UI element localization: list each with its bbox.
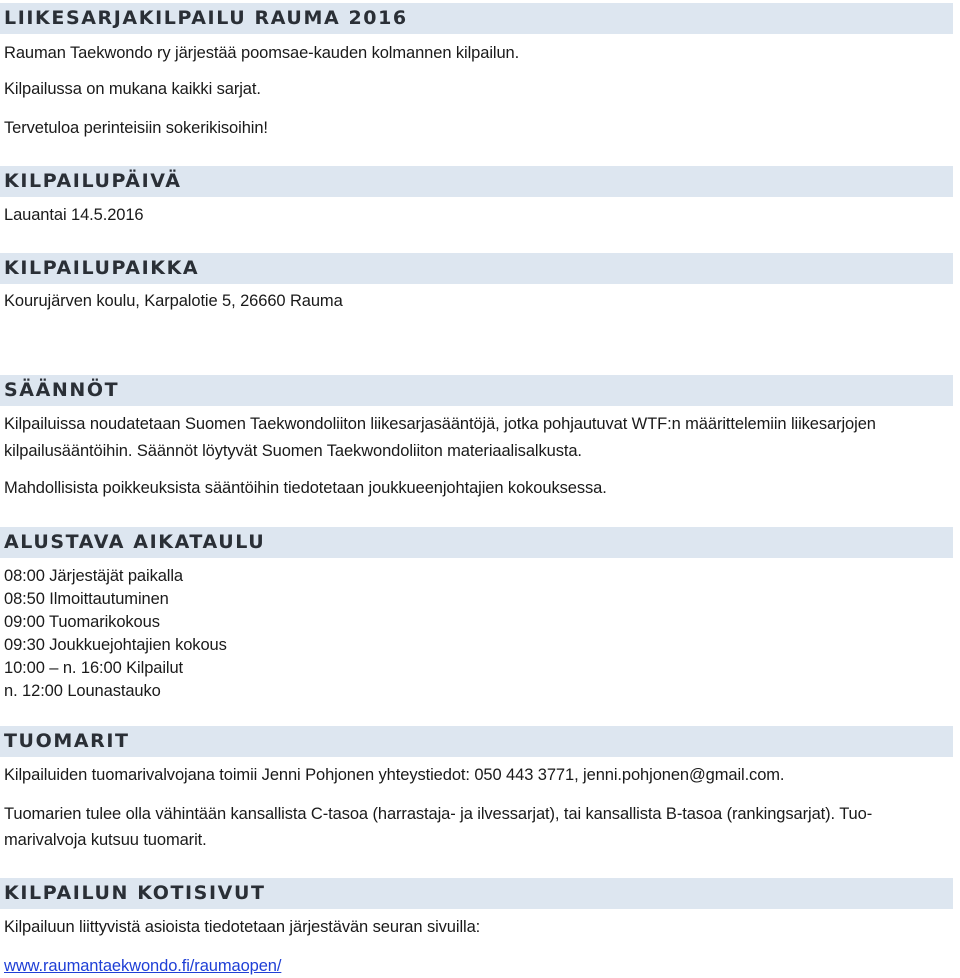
date-text: Lauantai 14.5.2016 (4, 206, 144, 224)
event-intro-line: Tervetuloa perinteisiin sokerikisoihin! (4, 119, 268, 137)
event-heading: LIIKESARJAKILPAILU RAUMA 2016 (0, 3, 953, 34)
schedule-item: 09:30 Joukkuejohtajien kokous (4, 636, 227, 654)
event-intro-line: Kilpailussa on mukana kaikki sarjat. (4, 80, 261, 98)
judges-line: Kilpailuiden tuomarivalvojana toimii Jenni Pohjonen yhteystiedot: 050 443 3771, jenni.pohjonen@gmail.com. (4, 766, 785, 784)
rules-line: Mahdollisista poikkeuksista sääntöihin tiedotetaan joukkueenjohtajien kokouksessa. (4, 479, 607, 497)
website-text: Kilpailuun liittyvistä asioista tiedotetaan järjestävän seuran sivuilla: (4, 918, 481, 936)
event-intro-line: Rauman Taekwondo ry järjestää poomsae-kauden kolmannen kilpailun. (4, 44, 520, 62)
judges-line: marivalvoja kutsuu tuomarit. (4, 831, 207, 849)
date-heading: KILPAILUPÄIVÄ (0, 166, 953, 197)
venue-text: Kourujärven koulu, Karpalotie 5, 26660 Rauma (4, 292, 343, 310)
schedule-item: 09:00 Tuomarikokous (4, 613, 160, 631)
website-link[interactable]: www.raumantaekwondo.fi/raumaopen/ (4, 957, 282, 975)
judges-line: Tuomarien tulee olla vähintään kansallista C-tasoa (harrastaja- ja ilvessarjat), tai kansallista B-tasoa (rankingsarjat). Tuo- (4, 805, 873, 823)
schedule-item: 08:00 Järjestäjät paikalla (4, 567, 184, 585)
website-link-line (4, 955, 952, 977)
rules-line: Kilpailuissa noudatetaan Suomen Taekwondoliiton liikesarjasääntöjä, jotka pohjautuvat WTF:n määrittelemiin liikesarjojen (4, 415, 876, 433)
website-heading: KILPAILUN KOTISIVUT (0, 878, 953, 909)
schedule-item: 10:00 – n. 16:00 Kilpailut (4, 659, 184, 677)
venue-heading: KILPAILUPAIKKA (0, 253, 953, 284)
schedule-heading: ALUSTAVA AIKATAULU (0, 527, 953, 558)
rules-heading: SÄÄNNÖT (0, 375, 953, 406)
judges-heading: TUOMARIT (0, 726, 953, 757)
rules-line: kilpailusääntöihin. Säännöt löytyvät Suomen Taekwondoliiton materiaalisalkusta. (4, 442, 582, 460)
schedule-item: 08:50 Ilmoittautuminen (4, 590, 169, 608)
schedule-item: n. 12:00 Lounastauko (4, 682, 161, 700)
